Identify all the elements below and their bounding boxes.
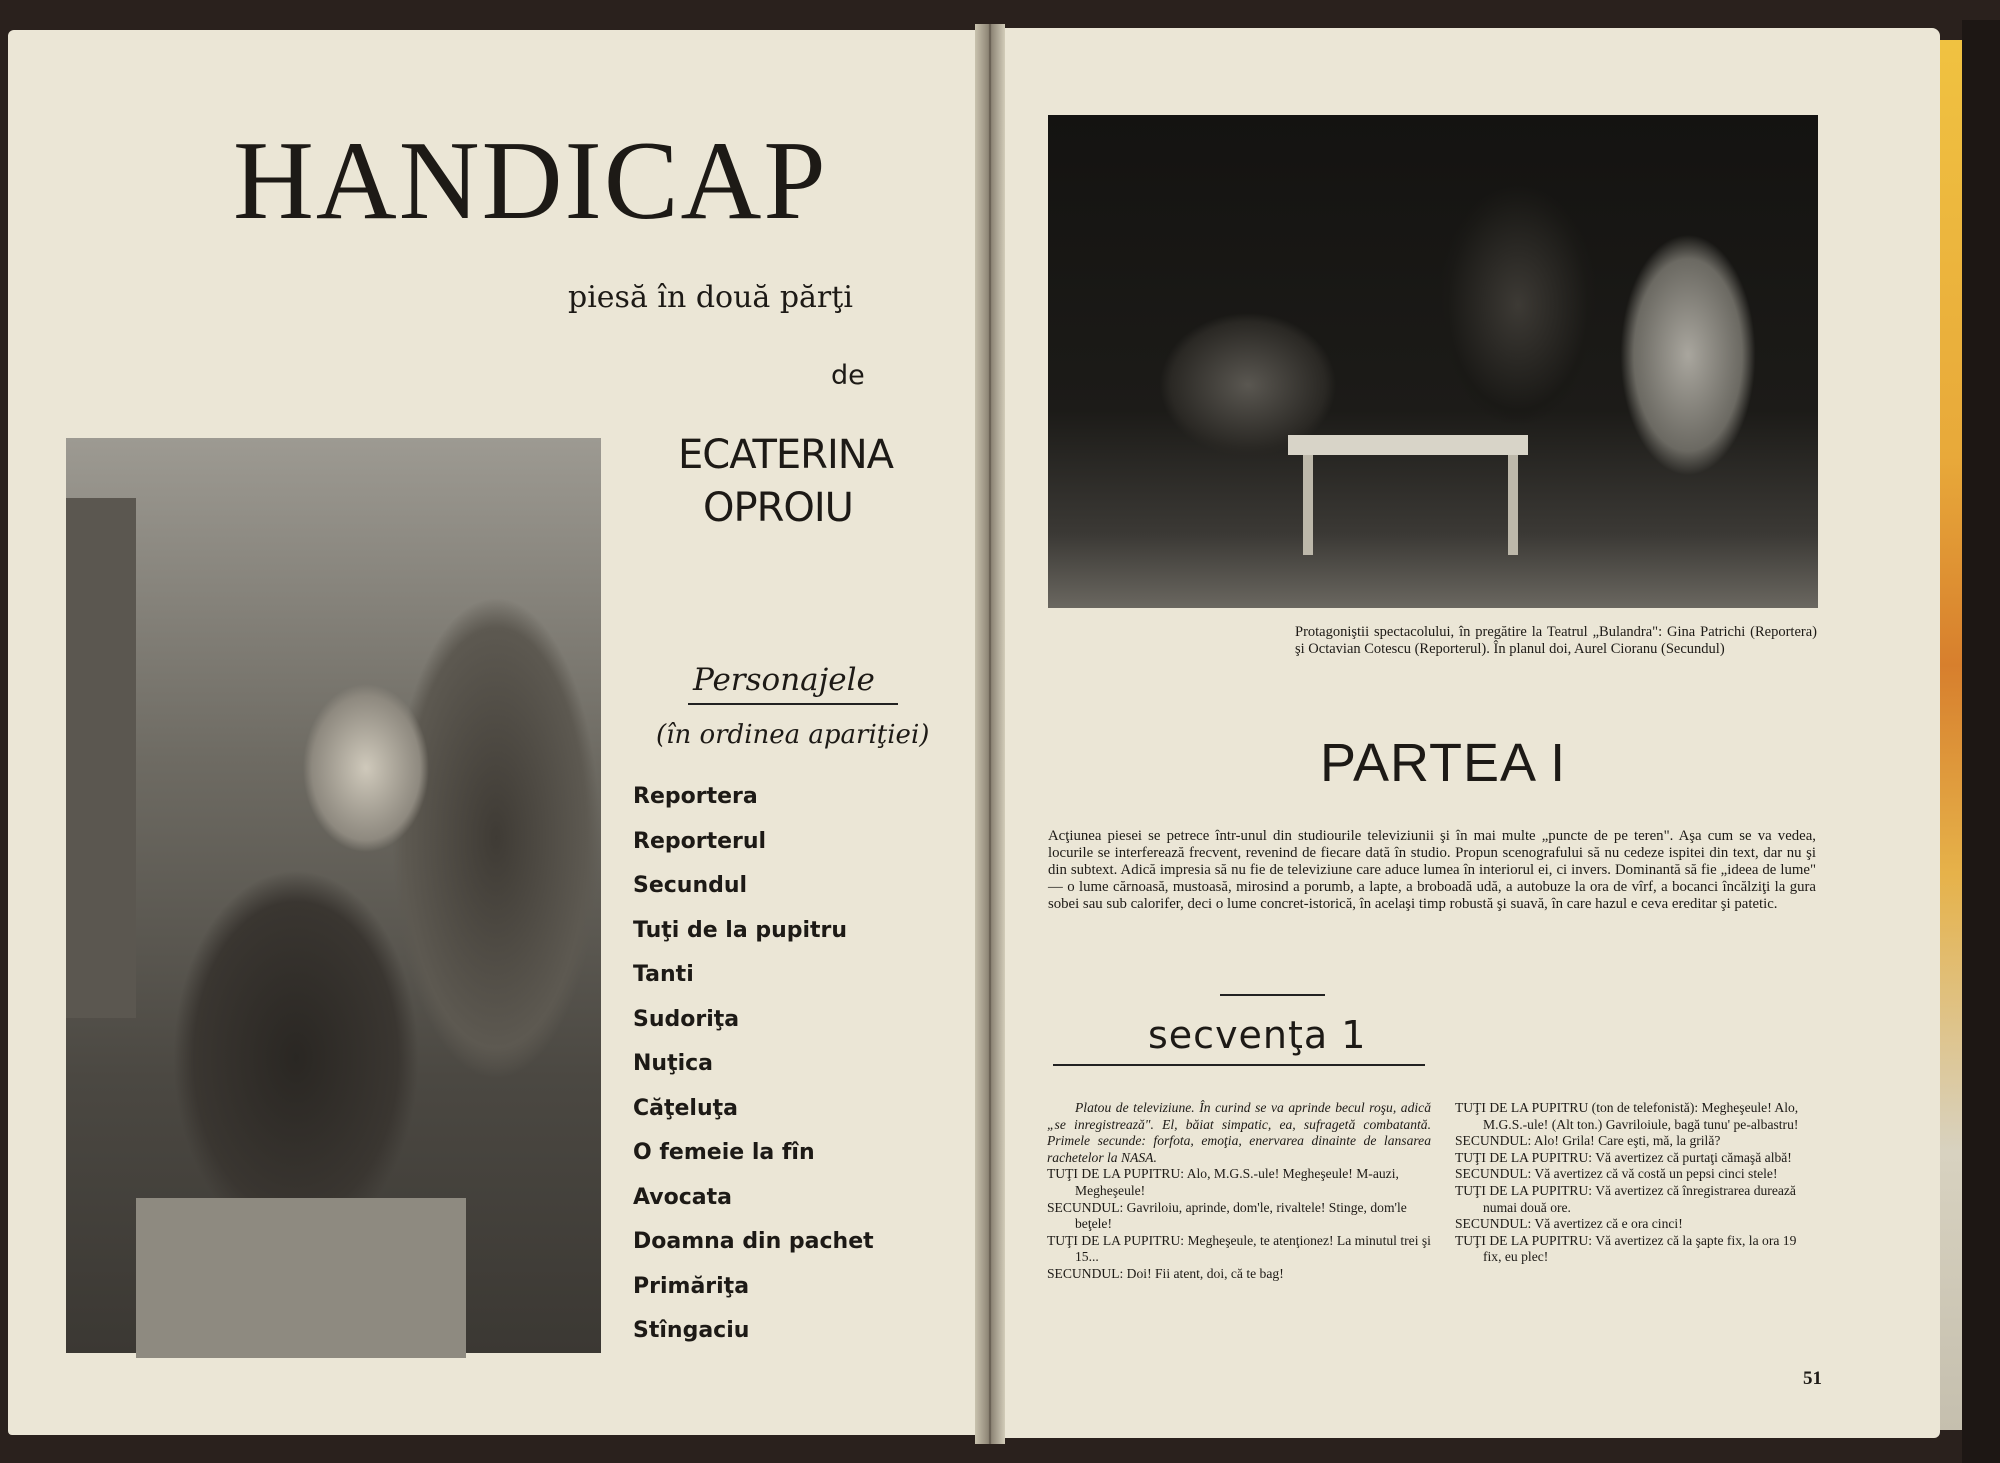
part-title: PARTEA I [1320,733,1567,793]
sequence-rule-top [1220,994,1325,996]
cast-item: Stîngaciu [633,1318,750,1343]
cast-subheading: (în ordinea apariţiei) [656,720,930,750]
dialogue-line: TUŢI DE LA PUPITRU (ton de telefonistă): Megheşeule! Alo, M.G.S.-ule! (Alt ton.) Gavriloiule, bagă tunu' pe-albastru! [1455,1100,1799,1132]
cast-item: Doamna din pachet [633,1229,874,1254]
page-edge-strip [1940,40,1962,1430]
author-first-name: ECATERINA [678,432,894,478]
play-title: HANDICAP [233,119,828,243]
author-last-name: OPROIU [703,485,853,531]
by-label: de [831,360,865,391]
dialogue-line: TUŢI DE LA PUPITRU: Megheşeule, te atenţionez! La minutul trei şi 15... [1047,1232,1431,1265]
cast-item: Căţeluţa [633,1095,738,1121]
photo-caption: Protagoniştii spectacolului, în pregătire la Teatrul „Bulandra": Gina Patrichi (Reportera) şi Octavian Cotescu (Reporterul). În planul doi, Aurel Cioranu (Secundul) [1295,624,1817,657]
cast-heading: Personajele [693,662,875,698]
cast-item: Primăriţa [633,1273,750,1299]
dialogue-line: TUŢI DE LA PUPITRU: Vă avertizez că înregistrarea durează numai două ore. [1455,1182,1796,1215]
stage-direction: Platou de televiziune. În curind se va aprinde becul roşu, adică „se inregistrează". El, băiat simpatic, ea, sufragetă combatantă. Primele secunde: forfota, emoţia, enervarea dinainte de lansarea rachetelor la NASA. [1047,1100,1431,1165]
cast-heading-rule [688,703,898,705]
right-page [995,28,1940,1438]
sequence-title: secvenţa 1 [1148,1013,1367,1057]
cast-item: Tanti [633,962,694,987]
dialogue-line: SECUNDUL: Vă avertizez că vă costă un pepsi cinci stele! [1455,1166,1778,1182]
cast-item: Tuţi de la pupitru [633,917,848,943]
dialogue-column-left [1047,1100,1431,1283]
book-cover-edge [1962,20,2000,1463]
dialogue-line: TUŢI DE LA PUPITRU: Vă avertizez că purtaţi cămaşă albă! [1455,1149,1792,1165]
dialogue-line: TUŢI DE LA PUPITRU: Vă avertizez că la şapte fix, la ora 19 fix, eu plec! [1455,1232,1797,1265]
cast-list [633,782,874,1361]
cast-item: Avocata [633,1184,732,1210]
cast-item: Sudoriţa [633,1006,740,1032]
dialogue-line: SECUNDUL: Alo! Grila! Care eşti, mă, la grilă? [1455,1133,1721,1149]
photo-table-leg [1303,455,1313,555]
dialogue-line: SECUNDUL: Doi! Fii atent, doi, că te bag! [1047,1265,1284,1281]
cast-item: Secundul [633,873,748,898]
synopsis-paragraph: Acţiunea piesei se petrece într-unul din studiourile televiziunii şi în mai multe „puncte de pe teren". Aşa cum se va vedea, locurile se interferează frecvent, revenind de fiecare dată în studio. Propun scenografului să nu cedeze ispitei din text, dar nu şi din subtext. Adică impresia să nu fie de televiziune care aduce lumea în interiorul ei, ci invers. Dominantă să fie „ideea de lume" — o lume cărnoasă, mustoasă, mirosind a porumb, a lapte, a broboadă udă, a autobuze la ora de vîrf, a bocanci încălziţi la gura sobei sau sub calorifer, deci o lume concret-istorică, în acelaşi timp robustă şi suavă, în care hazul e ceva ereditar şi patetic. [1048,828,1816,912]
play-subtitle: piesă în două părţi [568,280,853,315]
photo-railing [136,1198,466,1358]
stage-photo [1048,115,1818,608]
dialogue-column-right [1455,1100,1817,1266]
sequence-rule [1053,1064,1425,1066]
author-photo [66,438,601,1353]
cast-item: Nuţica [633,1051,714,1076]
book-gutter [975,24,1005,1444]
dialogue-line: SECUNDUL: Vă avertizez că e ora cinci! [1455,1216,1683,1232]
photo-wall [66,498,136,1018]
cast-item: Reporterul [633,828,767,854]
dialogue-line: SECUNDUL: Gavriloiu, aprinde, dom'le, rivaltele! Stinge, dom'le beţele! [1047,1199,1407,1232]
left-page [8,30,988,1435]
dialogue-line: TUŢI DE LA PUPITRU: Alo, M.G.S.-ule! Megheşeule! M-auzi, Megheşeule! [1047,1166,1399,1198]
page-number: 51 [1803,1368,1822,1389]
cast-item: Reportera [633,784,758,809]
cast-item: O femeie la fîn [633,1140,815,1165]
photo-table-leg [1508,455,1518,555]
photo-table [1288,435,1528,455]
